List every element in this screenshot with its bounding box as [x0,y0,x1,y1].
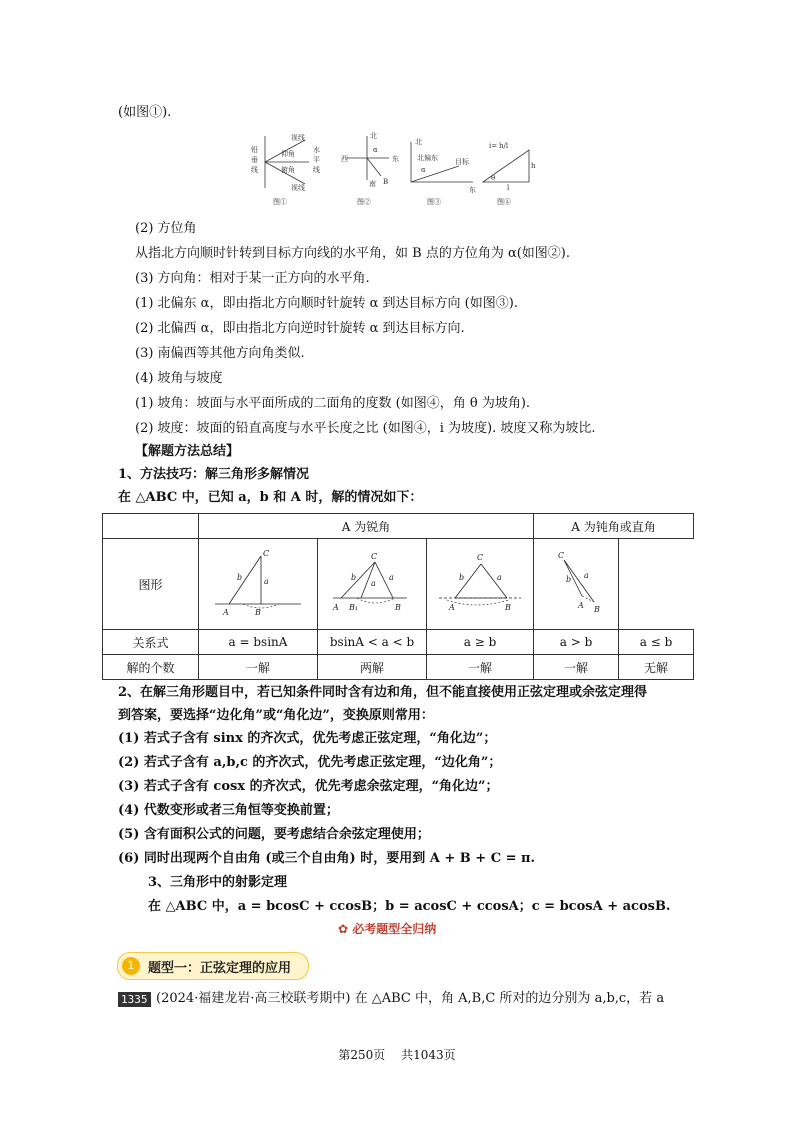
fig3-caption: 图③ [427,198,441,206]
text-line: 从指北方向顺时针转到目标方向线的水平角，如 B 点的方位角为 α(如图②). [135,246,571,261]
header-obtuse: A 为钝角或直角 [534,514,694,539]
fig2-alpha: α [373,146,378,154]
count-cell: 一解 [427,655,534,680]
fig2-caption: 图② [357,198,371,206]
text-line: (3) 南偏西等其他方向角类似. [135,346,305,361]
fig2-n: 北 [370,132,377,140]
count-cell: 无解 [619,655,694,680]
text-line: (3) 方向角：相对于某一正方向的水平角. [135,271,370,286]
method-heading: 1、方法技巧：解三角形多解情况 [118,467,310,482]
row-label-count: 解的个数 [103,655,199,680]
fig1-a2: 俯角 [281,166,295,174]
label-a-vertex: A [449,602,455,612]
case-figure-1 [213,548,303,618]
page-footer [0,1046,794,1063]
figure-cell-2 [318,539,427,630]
angle-figures [245,130,535,210]
relation-cell: a > b [534,630,619,655]
label-a: a [264,576,269,586]
figure-cell-1 [199,539,318,630]
count-cell: 两解 [318,655,427,680]
figure-reference: (如图①). [118,105,172,120]
type-title: 题型一：正弦定理的应用 [148,961,292,976]
label-a: a [497,572,502,582]
fig1-caption: 图① [273,198,287,206]
label-a: a [389,572,394,582]
relation-cell: a = bsinA [199,630,318,655]
fig4-frac: h/l [499,142,509,150]
label-b-vertex: B [395,602,401,612]
text-line: (1) 若式子含有 sinx 的齐次式，优先考虑正弦定理，“角化边”； [118,731,497,746]
type-number-badge: 1 [122,957,140,975]
table-corner [103,514,199,539]
case-figure-3 [435,548,525,618]
label-a: a [371,578,376,588]
text-line: (5) 含有面积公式的问题，要考虑结合余弦定理使用； [118,827,430,842]
text-line: (3) 若式子含有 cosx 的齐次式，优先考虑余弦定理，“角化边”； [118,779,499,794]
fig3-nw: 北偏东 [417,154,438,162]
fig3-alpha: α [421,166,426,174]
label-b: b [351,572,357,582]
label-c: C [263,548,270,558]
text-line: 到答案，要选择“边化角”或“角化边”，变换原则常用： [118,708,434,723]
projection-formula: 在 △ABC 中，a = bcosC + ccosB；b = acosC + ccosA；c = bcosA + acosB. [148,899,671,914]
projection-heading: 3、三角形中的射影定理 [148,875,288,890]
label-b: b [459,572,465,582]
text-line: (1) 坡角：坡面与水平面所成的二面角的度数 (如图④，角 θ 为坡角). [135,396,531,411]
label-b: b [237,572,243,582]
label-b-vertex: B [594,604,600,614]
fig4-theta: θ [491,174,496,182]
row-label-relation: 关系式 [103,630,199,655]
page-number: 第250页 [338,1048,386,1062]
fig1-h3: 线 [313,166,320,174]
fig3-n: 北 [415,138,422,146]
fig1-v3: 线 [251,166,258,174]
label-b-vertex: B [505,602,511,612]
case-figure-2 [327,548,417,618]
figure-cell-4 [534,539,619,630]
text-line: (1) 北偏东 α，即由指北方向顺时针旋转 α 到达目标方向 (如图③). [135,296,518,311]
fig1-down: 视线 [291,184,305,192]
count-cell: 一解 [534,655,619,680]
angle-figures-svg [245,130,535,210]
label-a-vertex: A [333,602,339,612]
question-type-banner [117,952,309,980]
fig2-s: 南 [369,180,376,188]
text-line: 2、在解三角形题目中，若已知条件同时含有边和角，但不能直接使用正弦定理或余弦定理得 [118,685,648,700]
question-number: 1335 [118,992,151,1007]
relation-cell: a ≤ b [619,630,694,655]
fig1-h1: 水 [313,146,320,154]
fig4-l: l [507,184,510,192]
text-line: (2) 北偏西 α，即由指北方向逆时针旋转 α 到达目标方向. [135,321,465,336]
fig4-i: i= [489,142,498,150]
text-line: (4) 坡角与坡度 [135,371,223,386]
text-line: (2) 若式子含有 a,b,c 的齐次式，优先考虑正弦定理，“边化角”； [118,755,502,770]
text-line: (2) 坡度：坡面的铅直高度与水平长度之比 (如图④，i 为坡度). 坡度又称为坡比. [135,421,596,436]
fig2-b: B [383,178,389,186]
text-line: 在 △ABC 中，已知 a，b 和 A 时，解的情况如下： [118,490,423,505]
label-c: C [371,551,378,561]
fig3-target [411,166,459,182]
figure-cell-3 [427,539,534,630]
count-cell: 一解 [199,655,318,680]
fig1-up: 视线 [291,134,305,142]
relation-cell: bsinA < a < b [318,630,427,655]
text-line: (6) 同时出现两个自由角 (或三个自由角) 时，要用到 A + B + C = π. [118,851,536,866]
relation-cell: a ≥ b [427,630,534,655]
page-total: 共1043页 [401,1048,456,1062]
fig1-v1: 铅 [251,146,258,154]
section-title-text: 必考题型全归纳 [352,922,437,936]
fig3-e: 东 [469,186,476,194]
label-c: C [558,550,565,560]
text-line: (4) 代数变形或者三角恒等变换前置； [118,803,339,818]
section-title [338,920,436,937]
fig1-v2: 垂 [251,156,258,164]
question-text: (2024·福建龙岩·高三校联考期中) 在 △ABC 中，角 A,B,C 所对的边分别为 a,b,c，若 a [156,991,665,1006]
fig1-a1: 仰角 [281,150,295,158]
label-b-vertex: B [255,607,261,617]
text-line: (2) 方位角 [135,221,197,236]
solution-cases-table [102,513,694,680]
fig2-e: 东 [392,155,399,163]
label-b1-vertex: B₁ [349,602,359,612]
fig2-w: 西 [341,155,348,163]
fig4-slope [483,150,529,182]
case-figure-4 [536,548,616,618]
row-label-figure: 图形 [103,539,199,630]
label-a: a [584,570,589,580]
fig4-h: h [531,162,536,170]
section-heading: 【解题方法总结】 [135,444,240,459]
fig1-h2: 平 [313,156,320,164]
label-c: C [477,552,484,562]
star-icon: ✿ [338,922,349,936]
fig4-caption: 图④ [497,198,511,206]
label-a-vertex: A [578,600,584,610]
header-acute: A 为锐角 [199,514,534,539]
label-a-vertex: A [223,607,229,617]
label-b: b [566,574,572,584]
fig3-target-label: 目标 [455,158,469,166]
fig2-target [367,158,381,176]
